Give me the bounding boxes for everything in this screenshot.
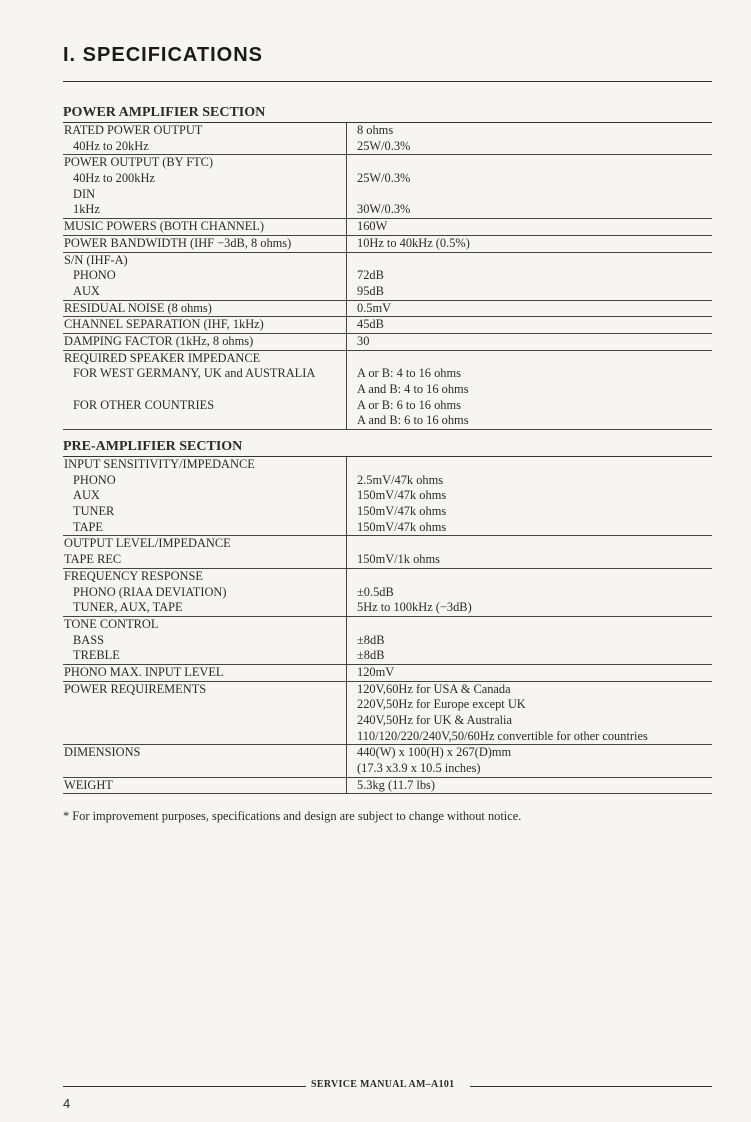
spec-label: FREQUENCY RESPONSE xyxy=(64,568,203,583)
spec-value-cell xyxy=(347,350,713,429)
spec-value: ±0.5dB xyxy=(357,584,394,599)
spec-label: DIMENSIONS xyxy=(64,745,141,760)
spec-label-cell xyxy=(63,300,347,317)
spec-label-cell xyxy=(63,457,347,536)
pre-spec-table xyxy=(63,457,712,794)
spec-value: 25W/0.3% xyxy=(357,171,411,186)
power-amplifier-section xyxy=(63,105,712,430)
spec-label-cell xyxy=(63,350,347,429)
power-spec-table xyxy=(63,123,712,430)
spec-value: 440(W) x 100(H) x 267(D)mm xyxy=(357,745,512,760)
spec-label: TUNER xyxy=(73,504,115,519)
pre-amplifier-section xyxy=(63,439,712,794)
spec-value xyxy=(357,187,712,203)
spec-value: 220V,50Hz for Europe except UK xyxy=(357,697,526,712)
spec-label: POWER BANDWIDTH (IHF −3dB, 8 ohms) xyxy=(64,235,292,250)
spec-value: 30 xyxy=(357,333,370,348)
spec-value xyxy=(357,155,712,171)
spec-row xyxy=(63,252,712,300)
spec-value: (17.3 x3.9 x 10.5 inches) xyxy=(357,761,481,776)
spec-value-cell xyxy=(347,219,713,236)
spec-value-cell xyxy=(347,123,713,155)
spec-value: ±8dB xyxy=(357,632,385,647)
spec-row xyxy=(63,300,712,317)
title-divider xyxy=(63,81,712,82)
spec-value xyxy=(357,351,712,367)
spec-row xyxy=(63,745,712,777)
spec-value-cell xyxy=(347,745,713,777)
spec-label: FOR WEST GERMANY, UK and AUSTRALIA xyxy=(73,366,316,381)
spec-value xyxy=(357,253,712,269)
spec-label: MUSIC POWERS (BOTH CHANNEL) xyxy=(64,219,264,234)
spec-label: TAPE xyxy=(73,519,103,534)
spec-label-cell xyxy=(63,235,347,252)
spec-value: 240V,50Hz for UK & Australia xyxy=(357,713,512,727)
spec-value: 120mV xyxy=(357,664,395,679)
spec-label: FOR OTHER COUNTRIES xyxy=(73,397,215,412)
spec-value-cell xyxy=(347,252,713,300)
spec-label: DIN xyxy=(73,186,96,201)
spec-label: PHONO xyxy=(73,472,116,487)
spec-label: AUX xyxy=(73,488,100,503)
spec-label: 1kHz xyxy=(73,202,100,217)
spec-value: 10Hz to 40kHz (0.5%) xyxy=(357,235,470,250)
spec-label: PHONO xyxy=(73,268,116,283)
spec-label: BASS xyxy=(73,632,104,647)
spec-value: 2.5mV/47k ohms xyxy=(357,472,444,487)
spec-label: CHANNEL SEPARATION (IHF, 1kHz) xyxy=(64,317,264,332)
spec-label: PHONO (RIAA DEVIATION) xyxy=(73,584,227,599)
spec-value-cell xyxy=(347,457,713,536)
page-number: 4 xyxy=(63,1096,71,1111)
spec-label xyxy=(64,729,346,745)
spec-label xyxy=(64,713,346,729)
spec-label xyxy=(64,697,346,713)
spec-value-cell xyxy=(347,333,713,350)
spec-row xyxy=(63,664,712,681)
spec-label-cell xyxy=(63,123,347,155)
spec-label: TONE CONTROL xyxy=(64,616,159,631)
spec-row xyxy=(63,681,712,745)
spec-value: 95dB xyxy=(357,283,384,298)
spec-label: DAMPING FACTOR (1kHz, 8 ohms) xyxy=(64,333,254,348)
spec-value: 25W/0.3% xyxy=(357,138,411,153)
spec-label: WEIGHT xyxy=(64,777,113,792)
spec-row xyxy=(63,219,712,236)
spec-label xyxy=(64,413,346,429)
spec-label: TAPE REC xyxy=(64,552,122,567)
spec-label-cell xyxy=(63,745,347,777)
spec-label: AUX xyxy=(73,283,100,298)
footer-rule-right xyxy=(470,1086,712,1087)
spec-row xyxy=(63,333,712,350)
spec-value: 120V,60Hz for USA & Canada xyxy=(357,681,511,696)
spec-value: A or B: 4 to 16 ohms xyxy=(357,366,461,381)
spec-value: A and B: 6 to 16 ohms xyxy=(357,413,469,428)
spec-value: 8 ohms xyxy=(357,123,394,137)
spec-value: 0.5mV xyxy=(357,300,392,315)
spec-label: POWER OUTPUT (BY FTC) xyxy=(64,155,214,170)
spec-value: A or B: 6 to 16 ohms xyxy=(357,397,461,412)
spec-label: REQUIRED SPEAKER IMPEDANCE xyxy=(64,350,261,365)
spec-row xyxy=(63,123,712,155)
spec-label-cell xyxy=(63,219,347,236)
spec-value: 160W xyxy=(357,219,388,234)
spec-row xyxy=(63,235,712,252)
spec-value: 5.3kg (11.7 lbs) xyxy=(357,777,436,792)
spec-value: 150mV/47k ohms xyxy=(357,504,447,519)
spec-label: 40Hz to 20kHz xyxy=(73,138,149,153)
spec-value: 72dB xyxy=(357,268,384,283)
spec-label: TREBLE xyxy=(73,648,120,663)
spec-value: 150mV/47k ohms xyxy=(357,519,447,534)
spec-label-cell xyxy=(63,252,347,300)
spec-label: INPUT SENSITIVITY/IMPEDANCE xyxy=(64,457,255,471)
footnote: * For improvement purposes, specifications and design are subject to change without notice. xyxy=(63,809,522,823)
spec-row xyxy=(63,777,712,794)
page-footer xyxy=(63,1079,712,1093)
spec-value: 110/120/220/240V,50/60Hz convertible for other countries xyxy=(357,728,648,743)
spec-value: 5Hz to 100kHz (−3dB) xyxy=(357,600,472,615)
spec-value: 150mV/47k ohms xyxy=(357,488,447,503)
spec-value-cell xyxy=(347,536,713,568)
spec-label: RESIDUAL NOISE (8 ohms) xyxy=(64,300,212,315)
spec-value xyxy=(357,617,712,633)
spec-label-cell xyxy=(63,664,347,681)
spec-label-cell xyxy=(63,777,347,794)
spec-row xyxy=(63,317,712,334)
spec-value-cell xyxy=(347,235,713,252)
spec-row xyxy=(63,457,712,536)
spec-row xyxy=(63,350,712,429)
spec-value xyxy=(357,457,712,473)
section-heading: PRE-AMPLIFIER SECTION xyxy=(63,439,712,457)
spec-label xyxy=(64,761,346,777)
spec-value: 150mV/1k ohms xyxy=(357,552,440,567)
spec-label-cell xyxy=(63,317,347,334)
spec-label-cell xyxy=(63,155,347,219)
spec-label: OUTPUT LEVEL/IMPEDANCE xyxy=(64,536,231,551)
section-heading: POWER AMPLIFIER SECTION xyxy=(63,105,712,123)
spec-label-cell xyxy=(63,681,347,745)
spec-value-cell xyxy=(347,300,713,317)
spec-value-cell xyxy=(347,155,713,219)
spec-label: POWER REQUIREMENTS xyxy=(64,681,207,696)
page-title: I. SPECIFICATIONS xyxy=(63,44,263,66)
spec-value: 30W/0.3% xyxy=(357,202,411,217)
spec-value-cell xyxy=(347,317,713,334)
spec-label-cell xyxy=(63,536,347,568)
spec-value: A and B: 4 to 16 ohms xyxy=(357,382,469,396)
spec-label: RATED POWER OUTPUT xyxy=(64,123,203,137)
footer-text: SERVICE MANUAL AM–A101 xyxy=(311,1079,455,1090)
spec-value-cell xyxy=(347,681,713,745)
spec-value xyxy=(357,536,712,552)
spec-value: 45dB xyxy=(357,317,384,332)
spec-label-cell xyxy=(63,568,347,616)
spec-value xyxy=(357,569,712,585)
spec-label-cell xyxy=(63,616,347,664)
spec-label: TUNER, AUX, TAPE xyxy=(73,600,183,615)
spec-value-cell xyxy=(347,777,713,794)
spec-value: ±8dB xyxy=(357,648,385,663)
spec-label xyxy=(64,382,346,398)
spec-label: S/N (IHF-A) xyxy=(64,252,128,267)
footer-rule-left xyxy=(63,1086,306,1087)
spec-row xyxy=(63,155,712,219)
spec-row xyxy=(63,536,712,568)
spec-value-cell xyxy=(347,616,713,664)
spec-value-cell xyxy=(347,664,713,681)
spec-label-cell xyxy=(63,333,347,350)
spec-row xyxy=(63,568,712,616)
spec-row xyxy=(63,616,712,664)
spec-label: PHONO MAX. INPUT LEVEL xyxy=(64,664,224,679)
spec-label: 40Hz to 200kHz xyxy=(73,171,155,186)
spec-value-cell xyxy=(347,568,713,616)
